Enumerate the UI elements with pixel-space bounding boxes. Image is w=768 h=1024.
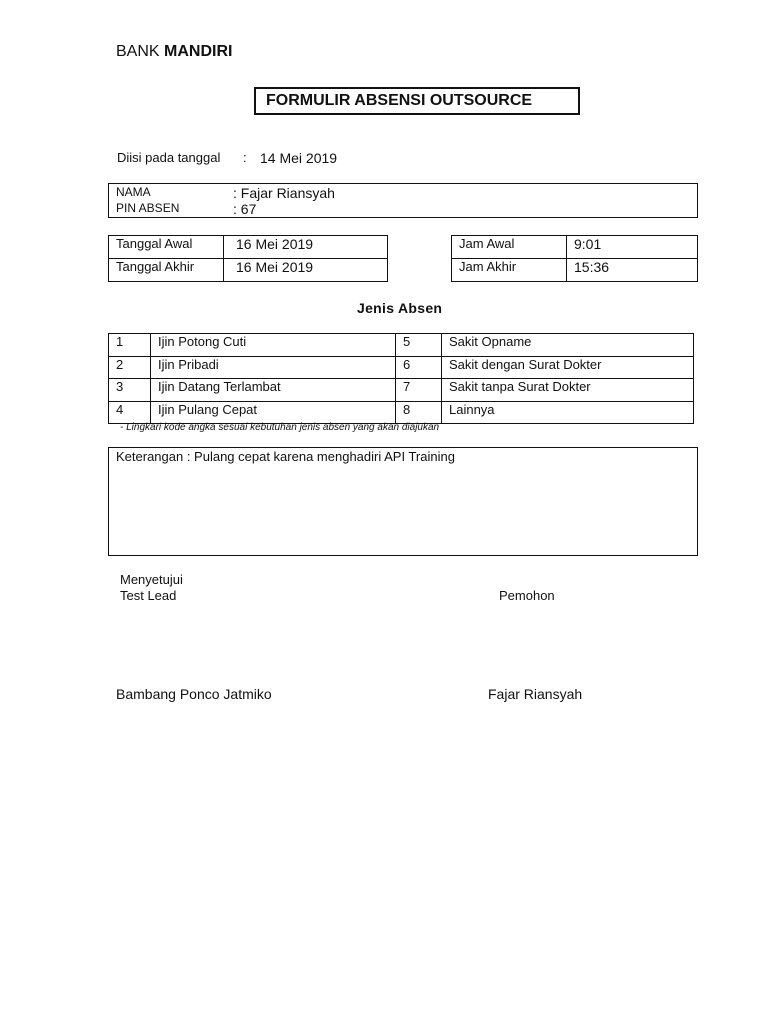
bank-header <box>116 43 232 61</box>
filled-date-label: Diisi pada tanggal <box>117 150 221 165</box>
approve-label: Menyetujui <box>120 572 183 587</box>
pin-label: PIN ABSEN <box>116 201 180 215</box>
date-table <box>108 235 388 282</box>
absence-type-table <box>108 333 694 424</box>
start-time-label: Jam Awal <box>452 236 567 259</box>
table-row <box>109 236 388 259</box>
bank-prefix: BANK <box>116 43 160 60</box>
type-label: Ijin Potong Cuti <box>151 334 396 357</box>
start-date-label: Tanggal Awal <box>109 236 224 259</box>
type-label: Sakit tanpa Surat Dokter <box>442 379 694 402</box>
filled-date-value: 14 Mei 2019 <box>260 150 338 166</box>
start-time-value: 9:01 <box>567 236 698 259</box>
type-code: 2 <box>109 356 151 379</box>
absence-note: - Lingkari kode angka sesuai kebutuhan jenis absen yang akan diajukan <box>120 422 440 433</box>
pin-value: : 67 <box>233 201 257 217</box>
approver-role: Test Lead <box>120 588 177 603</box>
table-row <box>109 334 694 357</box>
end-date-label: Tanggal Akhir <box>109 259 224 282</box>
end-time-value: 15:36 <box>567 259 698 282</box>
table-row <box>109 259 388 282</box>
absence-type-heading: Jenis Absen <box>357 300 443 316</box>
type-code: 6 <box>396 356 442 379</box>
bank-name: MANDIRI <box>164 43 233 60</box>
remarks-text: Keterangan : Pulang cepat karena menghadiri API Training <box>116 449 455 464</box>
name-value: : Fajar Riansyah <box>233 185 335 201</box>
type-label: Ijin Pulang Cepat <box>151 401 396 424</box>
applicant-name: Fajar Riansyah <box>488 686 583 702</box>
applicant-label: Pemohon <box>499 588 555 603</box>
type-code: 7 <box>396 379 442 402</box>
start-date-value: 16 Mei 2019 <box>224 236 388 259</box>
time-table <box>451 235 698 282</box>
approver-name: Bambang Ponco Jatmiko <box>116 686 272 702</box>
remarks-box <box>108 447 698 556</box>
table-row <box>452 259 698 282</box>
type-label: Sakit Opname <box>442 334 694 357</box>
type-code: 3 <box>109 379 151 402</box>
filled-date-colon: : <box>243 150 247 165</box>
type-label: Sakit dengan Surat Dokter <box>442 356 694 379</box>
end-time-label: Jam Akhir <box>452 259 567 282</box>
form-title: FORMULIR ABSENSI OUTSOURCE <box>254 87 580 115</box>
table-row <box>452 236 698 259</box>
type-label: Ijin Datang Terlambat <box>151 379 396 402</box>
type-label: Lainnya <box>442 401 694 424</box>
type-code: 1 <box>109 334 151 357</box>
table-row <box>109 401 694 424</box>
type-code: 4 <box>109 401 151 424</box>
type-code: 8 <box>396 401 442 424</box>
end-date-value: 16 Mei 2019 <box>224 259 388 282</box>
name-label: NAMA <box>116 185 151 199</box>
table-row <box>109 356 694 379</box>
identity-box <box>108 183 698 218</box>
type-label: Ijin Pribadi <box>151 356 396 379</box>
type-code: 5 <box>396 334 442 357</box>
table-row <box>109 379 694 402</box>
